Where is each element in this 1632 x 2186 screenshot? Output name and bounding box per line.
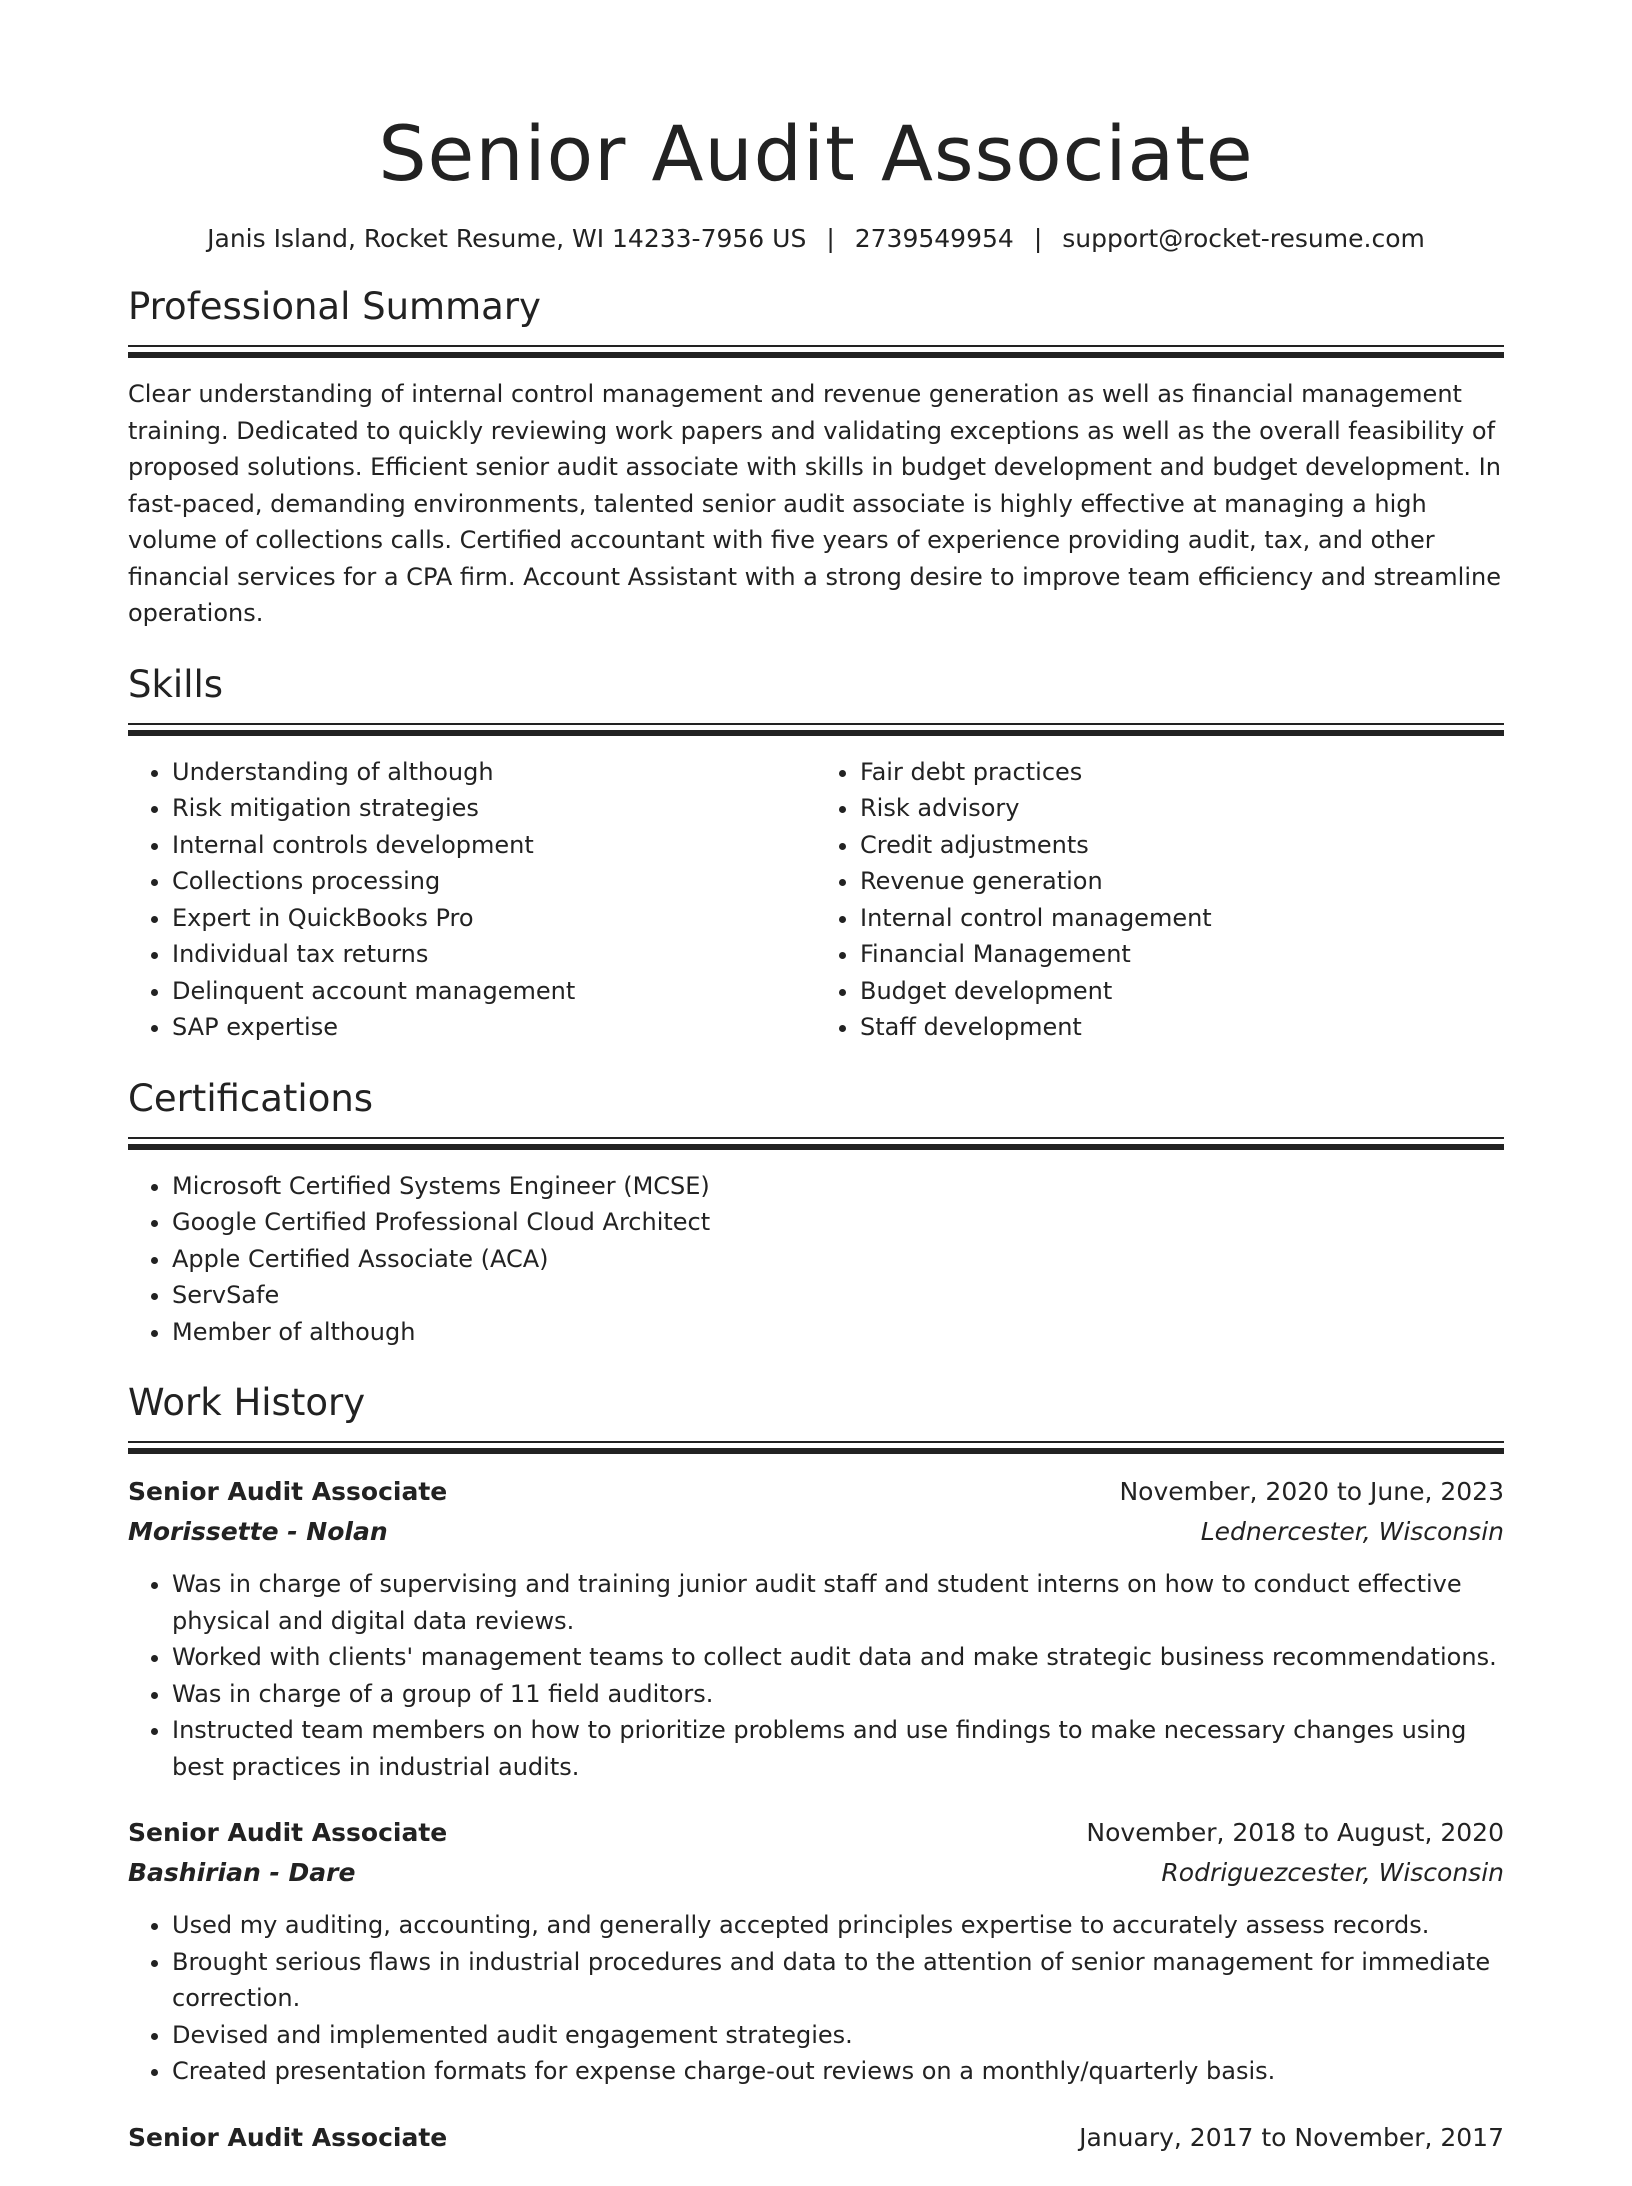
skill-item: • Delinquent account management	[172, 973, 816, 1010]
skill-item: • Risk mitigation strategies	[172, 790, 816, 827]
job-entry	[128, 1472, 1504, 1785]
skills-list-right	[816, 754, 1504, 1046]
job-location: Lednercester, Wisconsin	[1200, 1517, 1504, 1546]
contact-address: Janis Island, Rocket Resume, WI 14233-7956 US	[207, 224, 807, 253]
skill-item: • Expert in QuickBooks Pro	[172, 900, 816, 937]
resume-title: Senior Audit Associate	[378, 109, 1254, 198]
skill-item: • Internal control management	[860, 900, 1504, 937]
certification-item: • Member of although	[172, 1314, 1504, 1351]
skills-columns	[128, 754, 1504, 1046]
resume-page	[128, 109, 1504, 2186]
summary-section	[128, 285, 1504, 632]
certification-item: • Google Certified Professional Cloud Architect	[172, 1204, 1504, 1241]
skill-item: • Internal controls development	[172, 827, 816, 864]
section-divider	[128, 1441, 1504, 1454]
job-title: Senior Audit Associate	[128, 1818, 448, 1847]
certification-item: • Microsoft Certified Systems Engineer (MCSE)	[172, 1168, 1504, 1205]
skills-heading: Skills	[128, 662, 224, 706]
job-bullets	[128, 1566, 1504, 1785]
summary-heading: Professional Summary	[128, 285, 541, 328]
job-dates: November, 2020 to June, 2023	[1119, 1477, 1504, 1506]
job-entry	[128, 1813, 1504, 2090]
skill-item: • Collections processing	[172, 863, 816, 900]
job-bullet: • Was in charge of supervising and training junior audit staff and student interns on how to conduct effective physical and digital data reviews.	[172, 1566, 1504, 1639]
job-bullet: • Worked with clients' management teams to collect audit data and make strategic business recommendations.	[172, 1639, 1504, 1676]
certifications-heading: Certifications	[128, 1076, 374, 1120]
skill-item: • Risk advisory	[860, 790, 1504, 827]
job-entry	[128, 2118, 1504, 2158]
job-bullet: • Was in charge of a group of 11 field auditors.	[172, 1676, 1504, 1713]
certifications-list	[128, 1168, 1504, 1351]
work-history-heading: Work History	[128, 1381, 366, 1424]
job-title: Senior Audit Associate	[128, 1477, 448, 1506]
job-bullet: • Used my auditing, accounting, and generally accepted principles expertise to accurately assess records.	[172, 1907, 1504, 1944]
job-bullet: • Devised and implemented audit engagement strategies.	[172, 2017, 1504, 2054]
skill-item: • Fair debt practices	[860, 754, 1504, 791]
contact-separator: |	[1033, 224, 1043, 253]
skill-item: • Staff development	[860, 1009, 1504, 1046]
skill-item: • Budget development	[860, 973, 1504, 1010]
contact-email: support@rocket-resume.com	[1062, 224, 1425, 253]
job-company: Morissette - Nolan	[128, 1517, 388, 1546]
job-bullets	[128, 1907, 1504, 2090]
job-bullet: • Created presentation formats for expense charge-out reviews on a monthly/quarterly basis.	[172, 2053, 1504, 2090]
section-divider	[128, 1137, 1504, 1150]
skill-item: • Financial Management	[860, 936, 1504, 973]
skill-item: • SAP expertise	[172, 1009, 816, 1046]
job-dates: January, 2017 to November, 2017	[1079, 2122, 1504, 2152]
section-divider	[128, 723, 1504, 736]
summary-text: Clear understanding of internal control management and revenue generation as well as financial management training. Dedicated to quickly reviewing work papers and validating exceptions as well as the overall feasibility of proposed solutions. Efficient senior audit associate with skills in budget development and budget development. In fast-paced, demanding environments, talented senior audit associate is highly effective at managing a high volume of collections calls. Certified accountant with five years of experience providing audit, tax, and other financial services for a CPA firm. Account Assistant with a strong desire to improve team efficiency and streamline operations.	[128, 380, 1501, 627]
certifications-section	[128, 1076, 1504, 1351]
job-bullet: • Instructed team members on how to prioritize problems and use findings to make necessary changes using best practices in industrial audits.	[172, 1712, 1504, 1785]
job-company: Bashirian - Dare	[128, 1858, 356, 1887]
skill-item: • Understanding of although	[172, 754, 816, 791]
skills-list-left	[128, 754, 816, 1046]
certification-item: • Apple Certified Associate (ACA)	[172, 1241, 1504, 1278]
certification-item: • ServSafe	[172, 1277, 1504, 1314]
contact-phone: 2739549954	[854, 224, 1014, 253]
skill-item: • Individual tax returns	[172, 936, 816, 973]
skills-section	[128, 662, 1504, 1046]
section-divider	[128, 345, 1504, 358]
job-dates: November, 2018 to August, 2020	[1086, 1818, 1504, 1847]
contact-separator: |	[826, 224, 835, 253]
skill-item: • Revenue generation	[860, 863, 1504, 900]
job-title: Senior Audit Associate	[128, 2122, 448, 2152]
job-location: Rodriguezcester, Wisconsin	[1161, 1858, 1504, 1887]
job-bullet: • Brought serious flaws in industrial procedures and data to the attention of senior management for immediate correction.	[172, 1944, 1504, 2017]
work-history-section	[128, 1381, 1504, 2158]
contact-line	[128, 224, 1504, 254]
skill-item: • Credit adjustments	[860, 827, 1504, 864]
